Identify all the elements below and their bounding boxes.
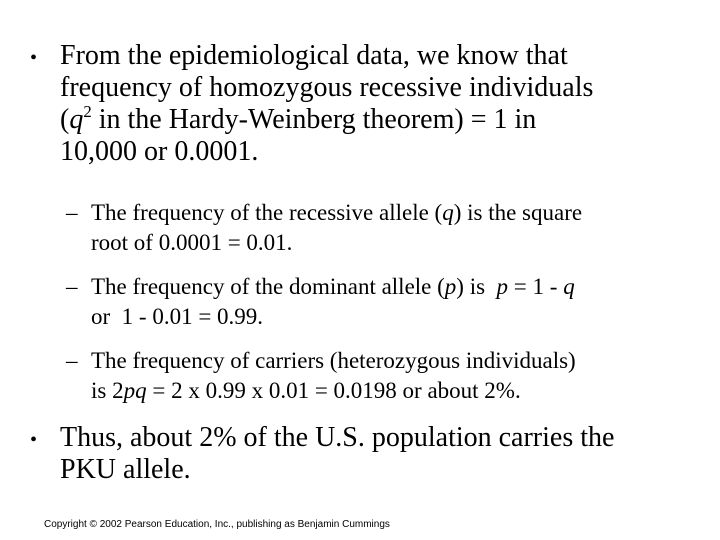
sub-item-3-text [91,346,706,406]
bullet-2-line-2: PKU allele. [60,454,191,485]
bullet-1-line-2: frequency of homozygous recessive individuals [60,72,594,103]
var-p: p [444,274,457,299]
bullet-2-text [60,422,705,486]
bullet-1-line-3-rest: in the Hardy-Weinberg theorem) = 1 in [91,104,537,135]
var-q: q [563,274,575,299]
superscript-2: 2 [83,102,92,122]
var-pq: pq [123,378,147,403]
sub-2-mid: ) is [456,274,497,299]
sub-3-pre: is 2 [91,378,124,403]
sub-item-3-line-2 [91,376,706,406]
bullet-1-line-4: 10,000 or 0.0001. [60,136,259,167]
var-p: p [496,274,509,299]
bullet-1-line-3-open: ( [60,104,70,135]
bullet-1-line-3 [60,104,705,136]
dash-icon: – [66,348,78,373]
sub-item-2-text [91,272,706,332]
copyright-footer: Copyright © 2002 Pearson Education, Inc., publishing as Benjamin Cummings [44,519,390,530]
var-q: q [69,104,84,135]
sub-item-2-line-2: or 1 - 0.01 = 0.99. [91,304,264,329]
bullet-2-line-1: Thus, about 2% of the U.S. population carries the [60,422,615,453]
bullet-dot-icon: • [30,47,38,69]
bullet-1-text [60,40,705,168]
sub-item-2-line-1 [91,272,706,302]
sub-2-mid2: = 1 - [508,274,564,299]
sub-2-pre: The frequency of the dominant allele ( [91,274,445,299]
bullet-1-line-1: From the epidemiological data, we know that [60,40,568,71]
dash-icon: – [66,274,78,299]
dash-icon: – [66,200,78,225]
sub-item-1-line-1 [91,198,706,228]
bullet-dot-icon: • [30,429,38,451]
sub-1-post: ) is the square [453,200,583,225]
var-q: q [442,200,454,225]
sub-item-1-line-2: root of 0.0001 = 0.01. [91,230,293,255]
sub-item-1-text [91,198,706,258]
sub-3-post: = 2 x 0.99 x 0.01 = 0.0198 or about 2%. [146,378,521,403]
sub-item-3-line-1: The frequency of carriers (heterozygous individuals) [91,348,576,373]
sub-1-pre: The frequency of the recessive allele ( [91,200,443,225]
